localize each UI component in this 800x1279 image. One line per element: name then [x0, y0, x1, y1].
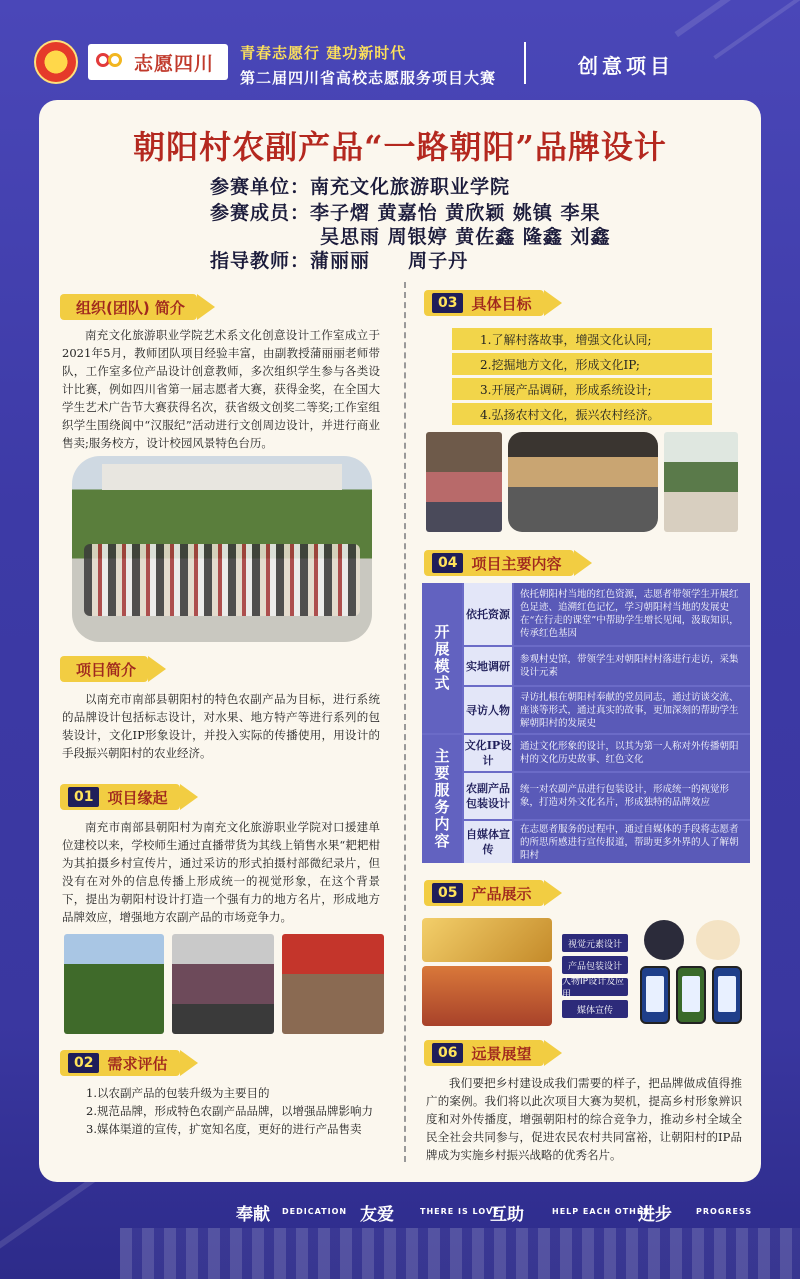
villagers-photo	[172, 934, 274, 1034]
origin-text: 南充市南部县朝阳村为南充文化旅游职业学院对口援建单位建校以来，学校师生通过直播带货为其线上销售水果“耙耙柑为其拍摄乡村宣传片，通过采访的形式拍摄村部微纪录片，但没有在对外的信息传播上形成统一的视觉形象，在这个背景下，提出为朝阳村设计打造一个强有力的地方名片，形成地方品牌效应，增强地方农副产品的市场竞争力。	[62, 820, 380, 924]
team-photo	[72, 456, 372, 642]
ip-avatar-dark	[644, 920, 684, 960]
members-row	[210, 198, 600, 225]
row-sub: 文化IP设计	[464, 735, 512, 771]
header-slogan	[240, 42, 496, 88]
footer-word-en: HELP EACH OTHER	[552, 1207, 651, 1216]
unit-value: 南充文化旅游职业学院	[310, 176, 511, 198]
goal-item: 2.挖掘地方文化，形成文化IP;	[452, 353, 712, 375]
row-desc: 通过文化形象的设计，以其为第一人称对外传播朝阳村的文化历史故事、红色文化	[514, 735, 750, 771]
goal-item: 1.了解村落故事，增强文化认同;	[452, 328, 712, 350]
row-sub: 实地调研	[464, 647, 512, 685]
footer-word-en: DEDICATION	[282, 1207, 348, 1216]
unit-row	[210, 172, 510, 199]
city-skyline	[120, 1228, 800, 1279]
row-sub: 依托资源	[464, 583, 512, 645]
row-desc: 依托朝阳村当地的红色资源，志愿者带领学生开展红色足迹、追溯红色记忆，学习朝阳村当地的发展史在“在行走的课堂”中帮助学生增长见闻，汲取知识，传承红色基因	[514, 583, 750, 645]
hearts-icon	[94, 51, 128, 73]
row-desc: 统一对农副产品进行包装设计，形成统一的视觉形象，打造对外文化名片，形成独特的品牌效应	[514, 773, 750, 819]
product-label: 产品包装设计	[562, 956, 628, 974]
section-needs-title: 02 需求评估	[60, 1050, 180, 1076]
members-line-2: 吴思雨 周银婷 黄佐鑫 隆鑫 刘鑫	[320, 226, 611, 248]
phone-mockup	[676, 966, 706, 1024]
village-history-photo	[508, 432, 658, 532]
section-content-title: 04 项目主要内容	[424, 550, 574, 576]
row-sub: 寻访人物	[464, 687, 512, 733]
needs-list	[62, 1084, 380, 1138]
packaging-image	[422, 966, 552, 1026]
section-org-title: 组织(团队) 简介	[60, 294, 197, 320]
column-divider	[404, 282, 406, 1162]
section-goals-title: 03 具体目标	[424, 290, 544, 316]
needs-item: 3.媒体渠道的宣传，扩宽知名度，更好的进行产品售卖	[86, 1122, 362, 1136]
product-label: 视觉元素设计	[562, 934, 628, 952]
members-label: 参赛成员：	[210, 202, 311, 224]
footer-word: 友爱	[360, 1205, 394, 1225]
slogan-line-1: 青春志愿行 建功新时代	[240, 44, 407, 62]
group-label: 主要服务内容	[422, 735, 462, 863]
section-intro-title: 项目简介	[60, 656, 148, 682]
meeting-photo	[282, 934, 384, 1034]
fruit-pattern-image	[422, 918, 552, 962]
intro-text: 以南充市南部县朝阳村的特色农副产品为目标，进行系统的品牌设计包括标志设计，对水果、地方特产等进行系列的包装设计，文化IP形象设计，并投入实际的传播使用，用设计的手段振兴朝阳村的农业经济。	[62, 692, 380, 760]
row-desc: 在志愿者服务的过程中，通过自媒体的手段将志愿者的所思所感进行宣传报道，帮助更多外界的人了解朝阳村	[514, 821, 750, 863]
section-origin-title: 01 项目缘起	[60, 784, 180, 810]
logo-text: 志愿四川	[134, 52, 215, 75]
product-label: 人物IP设计及应用	[562, 978, 628, 996]
row-desc: 参观村史馆，带领学生对朝阳村村落进行走访，采集设计元素	[514, 647, 750, 685]
footer-word: 奉献	[236, 1205, 270, 1225]
category-label: 创意项目	[578, 54, 674, 78]
slogan-line-2: 第二届四川省高校志愿服务项目大赛	[240, 69, 497, 87]
advisor-row	[210, 246, 468, 273]
advisor-names: 蒲丽丽 周子丹	[310, 250, 469, 272]
vision-text: 我们要把乡村建设成我们需要的样子，把品牌做成值得推广的案例。我们将以此次项目大赛为契机，提高乡村形象辨识度和对外传播度，增强朝阳村的综合竞争力，推动乡村全域全民全社会共同参与，促进农民农村共同富裕，让朝阳村的IP品牌成为实施乡村振兴战略的优秀名片。	[426, 1076, 742, 1162]
row-sub: 自媒体宣传	[464, 821, 512, 863]
section-vision-title: 06 远景展望	[424, 1040, 544, 1066]
footer-word: 进步	[638, 1205, 672, 1225]
org-text: 南充文化旅游职业学院艺术系文化创意设计工作室成立于2021年5月，教师团队项目经验丰富，由副教授蒲丽丽老师带队，工作室多位产品设计创意教师，多次组织学生参与各类设计比赛，例如四川省第一届志愿者大赛，获得金奖，在全国大学生艺术广告节大赛获得名次，获省级文创奖二等奖;工作室组织学生围绕阆中“汉服纪”活动进行文创周边设计，并进行商业售卖;服务校方，设计校园风景特色台历。	[62, 328, 380, 450]
volunteer-sichuan-logo	[88, 44, 228, 80]
farmer-photo	[664, 432, 738, 532]
unit-label: 参赛单位：	[210, 176, 311, 198]
footer-word-en: THERE IS LOVE	[420, 1207, 500, 1216]
footer-values	[0, 1200, 800, 1224]
product-label: 媒体宣传	[562, 1000, 628, 1018]
page-title: 朝阳村农副产品“一路朝阳”品牌设计	[133, 128, 667, 166]
interview-photo	[426, 432, 502, 532]
members-row-2	[320, 222, 610, 249]
content-table	[422, 583, 750, 863]
phone-mockup	[712, 966, 742, 1024]
section-products-title: 05 产品展示	[424, 880, 544, 906]
ip-avatar-character	[696, 920, 740, 960]
footer-word-en: PROGRESS	[696, 1207, 753, 1216]
row-desc: 寻访扎根在朝阳村奉献的党员同志，通过访谈交流、座谈等形式，通过真实的故事，更加深刻的帮助学生解朝阳村的发展史	[514, 687, 750, 733]
footer-word: 互助	[490, 1205, 524, 1225]
youth-league-badge-icon	[34, 40, 78, 84]
row-sub: 农副产品包装设计	[464, 773, 512, 819]
needs-item: 1.以农副产品的包装升级为主要目的	[86, 1086, 270, 1100]
goal-item: 4.弘扬农村文化，振兴农村经济。	[452, 403, 712, 425]
header	[0, 0, 800, 98]
advisor-label: 指导教师：	[210, 250, 311, 272]
phone-mockup	[640, 966, 670, 1024]
header-divider	[524, 42, 526, 84]
goal-item: 3.开展产品调研，形成系统设计;	[452, 378, 712, 400]
group-label: 开展模式	[422, 583, 462, 733]
members-line-1: 李子熠 黄嘉怡 黄欣颖 姚镇 李果	[310, 202, 601, 224]
orchard-photo	[64, 934, 164, 1034]
needs-item: 2.规范品牌，形成特色农副产品品牌，以增强品牌影响力	[86, 1104, 373, 1118]
